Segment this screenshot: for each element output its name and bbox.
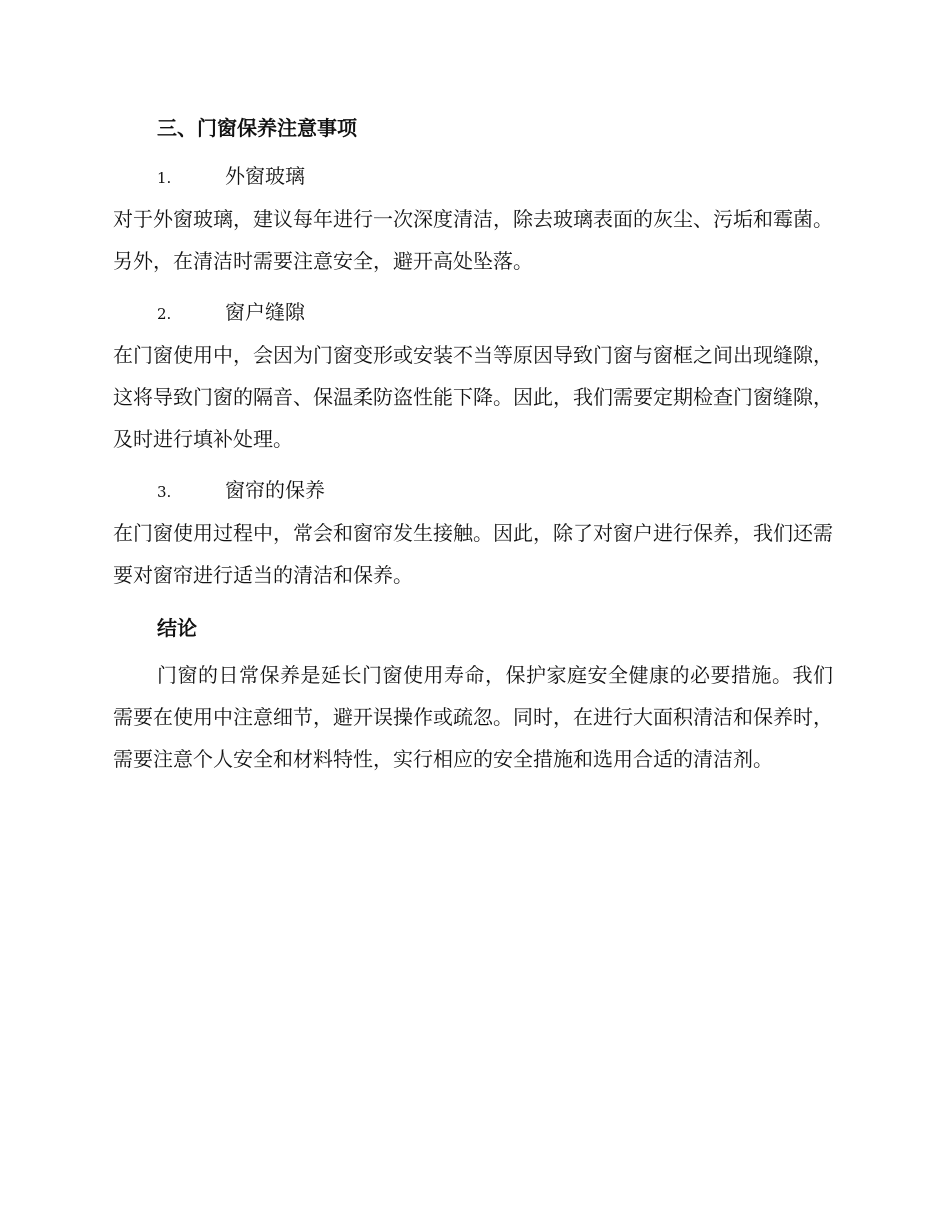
item-body-2: 在门窗使用中，会因为门窗变形或安装不当等原因导致门窗与窗框之间出现缝隙，这将导致门窗的隔音、保温柔防盗性能下降。因此，我们需要定期检查门窗缝隙，及时进行填补处理。 <box>113 343 833 451</box>
item-title-2 <box>113 292 833 334</box>
item-label-2: 窗户缝隙 <box>225 300 305 324</box>
section-heading: 三、门窗保养注意事项 <box>157 116 357 140</box>
item-title-3 <box>113 470 833 512</box>
item-number-3: 3. <box>157 483 172 501</box>
conclusion-heading: 结论 <box>157 616 197 640</box>
item-title-1 <box>113 156 833 198</box>
item-label-1: 外窗玻璃 <box>225 164 305 188</box>
item-number-2: 2. <box>157 305 172 323</box>
document-content <box>113 108 833 790</box>
item-body-1: 对于外窗玻璃，建议每年进行一次深度清洁，除去玻璃表面的灰尘、污垢和霉菌。另外，在清洁时需要注意安全，避开高处坠落。 <box>113 207 833 273</box>
item-number-1: 1. <box>157 169 172 187</box>
item-label-3: 窗帘的保养 <box>225 478 325 502</box>
conclusion-body: 门窗的日常保养是延长门窗使用寿命，保护家庭安全健康的必要措施。我们需要在使用中注意细节，避开误操作或疏忽。同时，在进行大面积清洁和保养时，需要注意个人安全和材料特性，实行相应的安全措施和选用合适的清洁剂。 <box>113 663 833 771</box>
item-body-3: 在门窗使用过程中，常会和窗帘发生接触。因此，除了对窗户进行保养，我们还需要对窗帘进行适当的清洁和保养。 <box>113 521 833 587</box>
